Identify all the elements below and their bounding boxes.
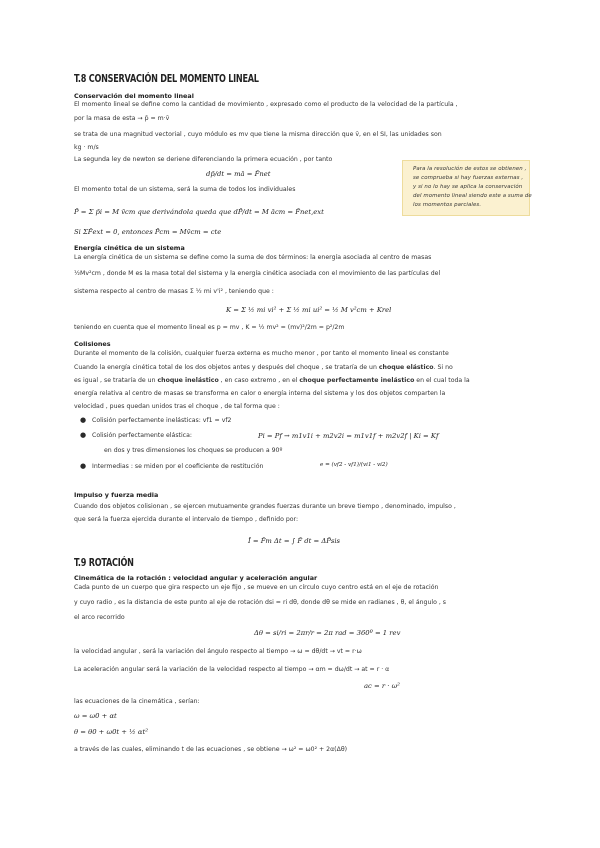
text-line: el arco recorrido	[74, 614, 125, 621]
text-line: velocidad , pues quedan unidos tras el choque , de tal forma que :	[74, 403, 280, 410]
note-line: los momentos parciales.	[413, 202, 482, 208]
bullet-icon: ●	[80, 416, 87, 424]
text-line: se trata de una magnitud vectorial , cuyo módulo es mv que tiene la misma dirección que v̄, en el SI, las unidades son	[74, 131, 442, 138]
text-line: ½Mv²cm , donde M es la masa total del sistema y la energía cinética asociada con el movimiento de las partículas del	[74, 270, 441, 277]
bullet-text: Intermedias : se miden por el coeficiente de restitución	[92, 463, 264, 470]
heading-cinematica-rotacion: Cinemática de la rotación : velocidad angular y aceleración angular	[74, 574, 318, 582]
bullet-text: Colisión perfectamente elástica:	[92, 432, 192, 439]
text-fragment: , en caso extremo , en el	[218, 377, 300, 384]
text-line: a través de las cuales, eliminando t de las ecuaciones , se obtiene → ω² = ω0² + 2α(Δθ)	[74, 746, 348, 753]
text-line: La segunda ley de newton se deriene diferenciando la primera ecuación , por tanto	[74, 156, 333, 163]
text-line: kg · m/s	[74, 144, 99, 151]
equation-centripeta: ac = r · ω²	[364, 682, 400, 690]
text-line: La energía cinética de un sistema se define como la suma de dos términos: la energía asociada al centro de masas	[74, 254, 432, 261]
section-title-t8: T.8 CONSERVACIÓN DEL MOMENTO LINEAL	[74, 72, 259, 85]
text-line: las ecuaciones de la cinemática , serían:	[74, 698, 200, 705]
text-fragment: es igual , se trataría de un	[74, 377, 158, 384]
text-line: por la masa de esta → p̄ = m·v̄	[74, 115, 170, 122]
equation-conservacion: Si ΣF̄ext = 0, entonces P̄cm = Mv̄cm = cte	[74, 228, 222, 236]
equation-restitucion: e = (vf2 - vf1)/(vi1 - vi2)	[320, 462, 388, 468]
note-line: y si no lo hay se aplica la conservación	[413, 184, 523, 190]
heading-impulso: Impulso y fuerza media	[74, 491, 159, 499]
equation-radian: Δθ = si/ri = 2πr/r = 2π rad = 360º = 1 rev	[254, 629, 401, 637]
bullet-icon: ●	[80, 462, 87, 470]
heading-conservacion: Conservación del momento lineal	[74, 92, 194, 100]
text-line: El momento total de un sistema, será la suma de todos los individuales	[74, 186, 296, 193]
equation-impulso: Ī = F̄m Δt = ∫ F̄ dt = ΔP̄sis	[248, 537, 340, 545]
text-fragment: . Si no	[433, 364, 453, 371]
equation-momento-total: P̄ = Σ p̄i = M v̄cm que derivándola queda que dP̄/dt = M ācm = F̄net,ext	[74, 208, 324, 216]
note-line: Para la resolución de estos se obtienen ,	[413, 166, 527, 172]
equation-newton: dp̄/dt = mā = F̄net	[206, 170, 271, 178]
equation-theta: θ = θ0 + ω0t + ½ αt²	[74, 728, 148, 736]
equation-energia: K = Σ ½ mi vi² + Σ ½ mi ui² = ½ M v²cm + Krel	[226, 306, 392, 314]
text-fragment: Cuando la energía cinética total de los dos objetos antes y después del choque , se trataría de un	[74, 364, 379, 371]
text-fragment: en el cual toda la	[414, 377, 470, 384]
term-choque-elastico: choque elástico	[378, 364, 434, 371]
text-line: que será la fuerza ejercida durante el intervalo de tiempo , definido por:	[74, 516, 299, 523]
bullet-icon: ●	[80, 431, 87, 439]
text-line: teniendo en cuenta que el momento lineal es p = mv , K = ½ mv² = (mv)²/2m = p²/2m	[74, 324, 345, 331]
text-line: en dos y tres dimensiones los choques se producen a 90º	[104, 447, 283, 454]
text-line: Durante el momento de la colisión, cualquier fuerza externa es mucho menor , por tanto el momento lineal es constante	[74, 350, 449, 357]
text-line: la velocidad angular , será la variación del ángulo respecto al tiempo → ω = dθ/dt → vt = r·ω	[74, 648, 362, 655]
bullet-text: Colisión perfectamente inelásticas: vf1 = vf2	[92, 417, 232, 424]
term-choque-perfectamente-inelastico: choque perfectamente inelástico	[299, 377, 415, 384]
text-line	[74, 364, 453, 372]
text-line: sistema respecto al centro de masas Σ ½ mi v'i² , teniendo que :	[74, 288, 274, 295]
equation-omega: ω = ω0 + αt	[74, 712, 117, 720]
equation-elastica: Pi = Pf → m1v1i + m2v2i = m1v1f + m2v2f | Ki = Kf	[258, 432, 439, 440]
note-line: del momento lineal siendo este a suma de	[413, 193, 532, 199]
text-line: energía relativa al centro de masas se transforma en calor o energía interna del sistema y los dos objetos comparten la	[74, 390, 446, 397]
heading-energia: Energía cinética de un sistema	[74, 244, 185, 252]
text-line: Cada punto de un cuerpo que gira respecto un eje fijo , se mueve en un círculo cuyo centro está en el eje de rotación	[74, 584, 439, 591]
section-title-t9: T.9 ROTACIÓN	[74, 556, 134, 569]
note-line: se comprueba si hay fuerzas externas ,	[413, 175, 524, 181]
text-line: Cuando dos objetos colisionan , se ejercen mutuamente grandes fuerzas durante un breve tiempo , denominado, impulso ,	[74, 503, 456, 510]
sticky-note	[402, 160, 530, 216]
term-choque-inelastico: choque inelástico	[157, 377, 219, 384]
heading-colisiones: Colisiones	[74, 340, 111, 348]
text-line: La aceleración angular será la variación de la velocidad respecto al tiempo → αm = dω/dt → at = r · α	[74, 666, 390, 673]
text-line	[74, 377, 470, 385]
text-line: El momento lineal se define como la cantidad de movimiento , expresado como el producto de la velocidad de la partícula ,	[74, 101, 458, 108]
text-line: y cuyo radio , es la distancia de este punto al eje de rotación dsi = ri dθ, donde dθ se mide en radianes , θ, el ángulo , s	[74, 599, 447, 606]
